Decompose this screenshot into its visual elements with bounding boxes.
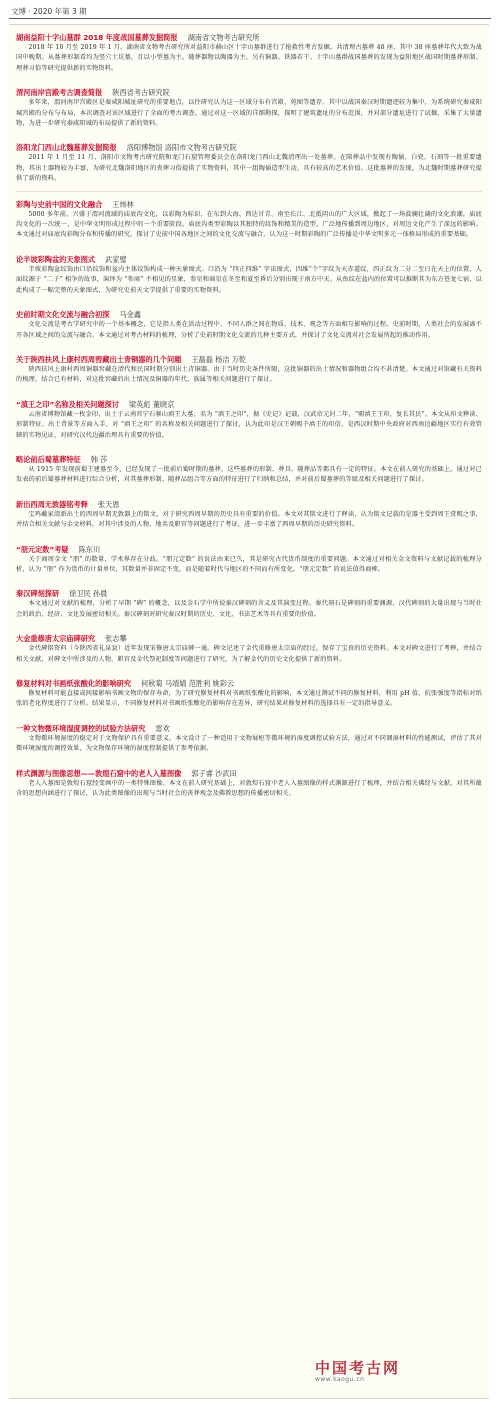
article-title[interactable]: 论半坡彩陶盆的天象图式 [16,254,96,264]
article-body: 从 1915 年发现前蜀王建墓至今，已经发现了一批前后蜀时期的墓葬，这些墓葬的形制、葬具、随葬品等都具有一定的特征。本文在前人研究的基础上，通过对已发表的前后蜀墓葬材料进行综合分析，对其墓葬形制、随葬品组合等方面的特征进行了归纳和总结，并对前后蜀墓葬的等级及相关问题进行了探讨。 [16,465,482,484]
watermark-text: 中国考古网 [315,1359,401,1377]
article-title[interactable]: 新出西周无敦器铭考释 [16,499,88,509]
article-abstract [16,143,482,184]
article-body: 金代碑铭资料（今陕西省礼泉县）近年发现宋修唐太宗庙碑一通。碑文记述了金代重修唐太宗庙的经过，保存了宝贵的历史资料。本文对碑文进行了考释，并结合相关文献，对碑文中所涉及的人物、职官及金代祭祀制度等问题进行了研究，为了解金代的历史文化提供了新的资料。 [16,645,482,663]
article-body: 2018 年 10 月至 2019 年 1 月，湖南省文物考古研究所对益阳市赫山区十字山墓群进行了抢救性考古发掘，共清理古墓葬 48 座，其中 38 座墓葬年代大致为战国中晚期。从墓葬形制看均为竖穴土坑墓，且以小型墓为主。随葬器物以陶器为主，另有铜器、铁器若干。十字山墓群战国墓葬的发现为益阳地区战国时期墓葬形制、埋葬习俗等研究提供新的实物资料。 [16,44,482,72]
article-body: 5000 多年前，兴盛于渭河流域的庙底沟文化，以彩陶为标识，在东到大海、西达甘青、南至长江、北抵阴山的广大区域，掀起了一场波澜壮阔的文化浪潮，庙底沟文化的一次统一，是中华文明形成过程中的一个重要阶段。庙底沟类型彩陶以其独特的纹饰和精美的造型，广泛地传播到周边地区，对周边文化产生了深远的影响。本文通过对庙底沟彩陶分布和传播的研究，探讨了史前中国各地区之间的文化交流与融合，认为这一时期彩陶的广泛传播是中华文明多元一体格局形成的重要基础。 [16,210,482,239]
article-title[interactable]: “朋元定数”考疑 [16,544,69,554]
article-abstract [16,200,482,241]
article-heading [16,88,482,98]
article-body: 2011 年 1 月至 11 月，洛阳市文物考古研究院和龙门石窟管理委员会在洛阳龙门西山北魏清理出一处墓葬。在陪葬品中发现有陶俑、白瓷、石刻等一批重要遗物，其出土器物较为丰富，为研究北魏洛阳地区的丧葬习俗提供了实物资料，其中一组陶俑造型生动，具有较高的艺术价值。这批墓葬的发现，为北魏时期墓葬研究提供了新的资料。 [16,154,482,183]
article-heading [16,724,482,734]
article-abstract [16,545,482,576]
article-heading [16,679,482,689]
article-heading [16,545,482,555]
article-separator [16,575,482,589]
article-author: 洛阳博物馆 洛阳市文物考古研究院 [126,143,237,153]
article-heading [16,310,482,320]
article-heading [16,400,482,410]
article-title[interactable]: 一种文物微环境湿度调控的试验方法研究 [16,723,146,733]
article-abstract [16,33,482,74]
article-abstract [16,455,482,486]
article-separator [16,531,482,545]
article-abstract [16,500,482,531]
article-author: 郭子睿 沙武田 [191,768,237,778]
article-abstract [16,634,482,665]
article-body: 半坡彩陶盆纹饰由口沿纹饰和盆内主体纹饰构成一种天象图式。口沿为 “四正四维” 字宙图式，四维“个”字纹为天赤道纹，四正纹为二分二至日在天上的位置，人面纹源于 “二子” 相争的故事，演绎为 “参商” 不相见的星象，参星和商星在冬至和夏至昏后分别出现于南方中天。从鱼纹在盆内的位置可以推断其为东方苍龙七宿，以此构成了一幅完整的天象图式，为研究史前天文学提供了重要的实物资料。 [16,265,482,294]
article-body: 陕西扶风上康村西周铜器窖藏在清代和民国时期分别出土青铜器。由于当时历史条件所限，这批铜器的出土情况和器物组合均不甚清楚。本文通过对馆藏有关资料的梳理，结合已有材料，对这批窖藏的出土情况及铜器的年代、族属等相关问题进行了探讨。 [16,365,482,384]
article-separator [16,665,482,679]
article-separator [16,341,482,355]
article-separator [16,386,482,400]
article-body: 本文通过对文献的梳理，分析了早期 “碑” 的概念，以及金石学中所说秦汉碑刻的含义及其演变过程。秦代刻石是碑刻的重要渊源，汉代碑刻的大量出现与当时社会的政治、经济、文化发展密切相关。秦汉碑刻对研究秦汉时期的历史、文化、书法艺术等具有重要的价值。 [16,600,482,618]
article-author: 梁英彪 董晓京 [128,399,175,409]
running-head: 文博 · 2020 年第 3 期 [9,6,491,19]
article-abstract [16,310,482,341]
article-title[interactable]: “滇王之印”名称及相关问题探讨 [16,399,119,409]
article-body: 多年来，渭河南岸宫殿区是秦咸阳城址研究的重要地点，以往研究认为这一区域分布有宫殿、苑囿等遗存。其中以战国秦汉时期遗迹较为集中，为系统研究秦咸阳城宫殿的分布与布局，本次调查对该区域进行了全面的考古调查。通过对这一区域的详细勘探，探明了建筑遗址的分布范围，并对部分遗址进行了试掘，采集了大量遗物，为进一步研究秦咸阳城的布局提供了新的资料。 [16,99,482,128]
article-heading [16,200,482,210]
article-separator [16,486,482,500]
article-body: 云南省博物馆藏一枚金印，出土于云南晋宁石寨山滇王大墓，名为 “滇王之印”，据《史记》记载，汉武帝元封二年，“赐滇王王印，复长其民”。本文从印文释读、形制特征、出土背景等方面入手，对 “滇王之印” 的名称及相关问题进行了探讨，认为此印是汉王朝赐予滇王的印信，是西汉时期中央政府对西南边疆地区实行有效管辖的实物见证，对研究汉代边疆治理具有重要的价值。 [16,410,482,439]
watermark-logo [315,1360,485,1388]
article-author: 陕西省考古研究院 [112,88,170,98]
article-body: 宝鸡戴家湾新出土的西周早期无敦器上的铭文，对于研究西周早期的历史具有重要的价值。本文对其铭文进行了释读，认为铭文记载的是器主受到周王赏赐之事，并结合相关文献与金文材料，对其中涉及的人物、地名及职官等问题进行了考证，进一步丰富了西周早期的历史研究资料。 [16,510,482,529]
article-heading [16,589,482,599]
article-separator [16,620,482,634]
article-abstract [16,400,482,441]
article-author: 雷欢 [155,723,170,733]
article-abstract [16,724,482,755]
article-author: 马金鑫 [119,310,142,320]
article-separator [16,241,482,255]
article-heading [16,143,482,153]
article-body: 文化交流是考古学研究中的一个基本概念，它是指人类在活动过程中，不同人群之间在物质、技术、观念等方面相互影响的过程。史前时期，人类社会的发展离不开各区域之间的交流与融合。本文通过对考古材料的梳理，分析了史前时期文化交流的几种主要方式，并探讨了文化交流对社会发展所起的推动作用。 [16,321,482,339]
article-title[interactable]: 大金重修唐太宗庙碑研究 [16,634,96,644]
article-author: 王磊磊 杨洁 万乾 [191,354,247,364]
article-author: 韩 莎 [90,454,108,464]
article-body: 关于商周金文 “朋” 的数量，学术界存在分歧。“朋元定数” 的说法由来已久，其是研究古代货币制度的重要问题。本文通过对相关金文资料与文献记载的梳理分析，认为 “朋” 作为货币的计量单位，其数量并非固定不变，而是随着时代与地区的不同而有所变化，“朋元定数” 的说法值得商榷。 [16,555,482,573]
article-heading [16,33,482,43]
article-author: 徐卫民 孙晨 [69,589,108,599]
article-separator [16,74,482,88]
article-abstract [16,355,482,386]
article-heading [16,355,482,365]
article-title[interactable]: 略论前后蜀墓葬特征 [16,454,81,464]
article-title[interactable]: 关于陕西扶风上康村西周窖藏出土青铜器的几个问题 [16,354,182,364]
article-author: 湖南省文物考古研究所 [187,33,260,42]
article-separator [16,710,482,724]
article-heading [16,455,482,465]
article-author: 王炜林 [112,199,134,209]
article-title[interactable]: 史前时期文化交流与融合初探 [16,310,110,320]
article-title[interactable]: 修复材料对书画纸张酸化的影响研究 [16,679,132,688]
article-body: 老人入墓图是敦煌石窟经变画中的一类特殊图像。本文在前人研究基础上，对敦煌石窟中老人入墓图像的样式渊源进行了梳理，并结合相关佛经与文献，对其所蕴含的思想内涵进行了探讨，认为此类图像的出现与当时社会的丧葬观念及佛教思想的传播密切相关。 [16,779,482,798]
article-separator [16,191,482,192]
article-author: 武家璧 [105,254,127,264]
article-author: 张天恩 [97,499,120,509]
article-author: 何秋菊 马靖婧 范胜利 姚彩云 [141,679,235,688]
article-title[interactable]: 彩陶与史前中国的文化融合 [16,199,103,209]
article-heading [16,500,482,510]
article-abstract [16,769,482,800]
article-separator [16,296,482,310]
article-separator [16,755,482,769]
article-body: 修复材料可能直接或间接影响书画文物的保存寿命，为了研究修复材料对书画纸张酸化的影响，本文通过测试不同的修复材料，利用 pH 值、抗张强度等指标对纸张的老化程度进行了分析。结果显示，不同修复材料对书画纸张酸化的影响存在差异，研究结果对修复材料的选择具有一定的指导意义。 [16,690,482,708]
article-abstract [16,589,482,620]
article-separator [16,129,482,143]
article-title[interactable]: 湖南益阳十字山墓群 2018 年度战国墓葬发掘简报 [16,33,178,42]
article-title[interactable]: 样式渊源与图像思想——敦煌石窟中的老人入墓图像 [16,768,182,778]
article-author: 陈东川 [78,544,101,554]
article-title[interactable]: 渭河南岸宫殿考古调查简报 [16,88,103,98]
article-title[interactable]: 洛阳龙门西山北魏墓葬发掘简报 [16,143,117,153]
article-abstract [16,255,482,296]
article-heading [16,634,482,644]
article-abstract [16,679,482,710]
article-separator [16,441,482,455]
article-title[interactable]: 秦汉碑刻探研 [16,589,60,599]
article-abstract [16,88,482,129]
article-author: 张志攀 [105,634,127,644]
abstracts-panel [9,24,489,1399]
article-heading [16,769,482,779]
article-heading [16,255,482,265]
watermark-url: www.kaogu.cn [315,1376,365,1383]
article-body: 文物微环境湿度的稳定对于文物保护具有重要意义。本文设计了一种适用于文物展柜等微环境的湿度调控试验方法，通过对不同调湿材料的性能测试，评估了其对微环境湿度的调控效果，为文物保存环境的湿度控制提供了参考依据。 [16,734,482,753]
